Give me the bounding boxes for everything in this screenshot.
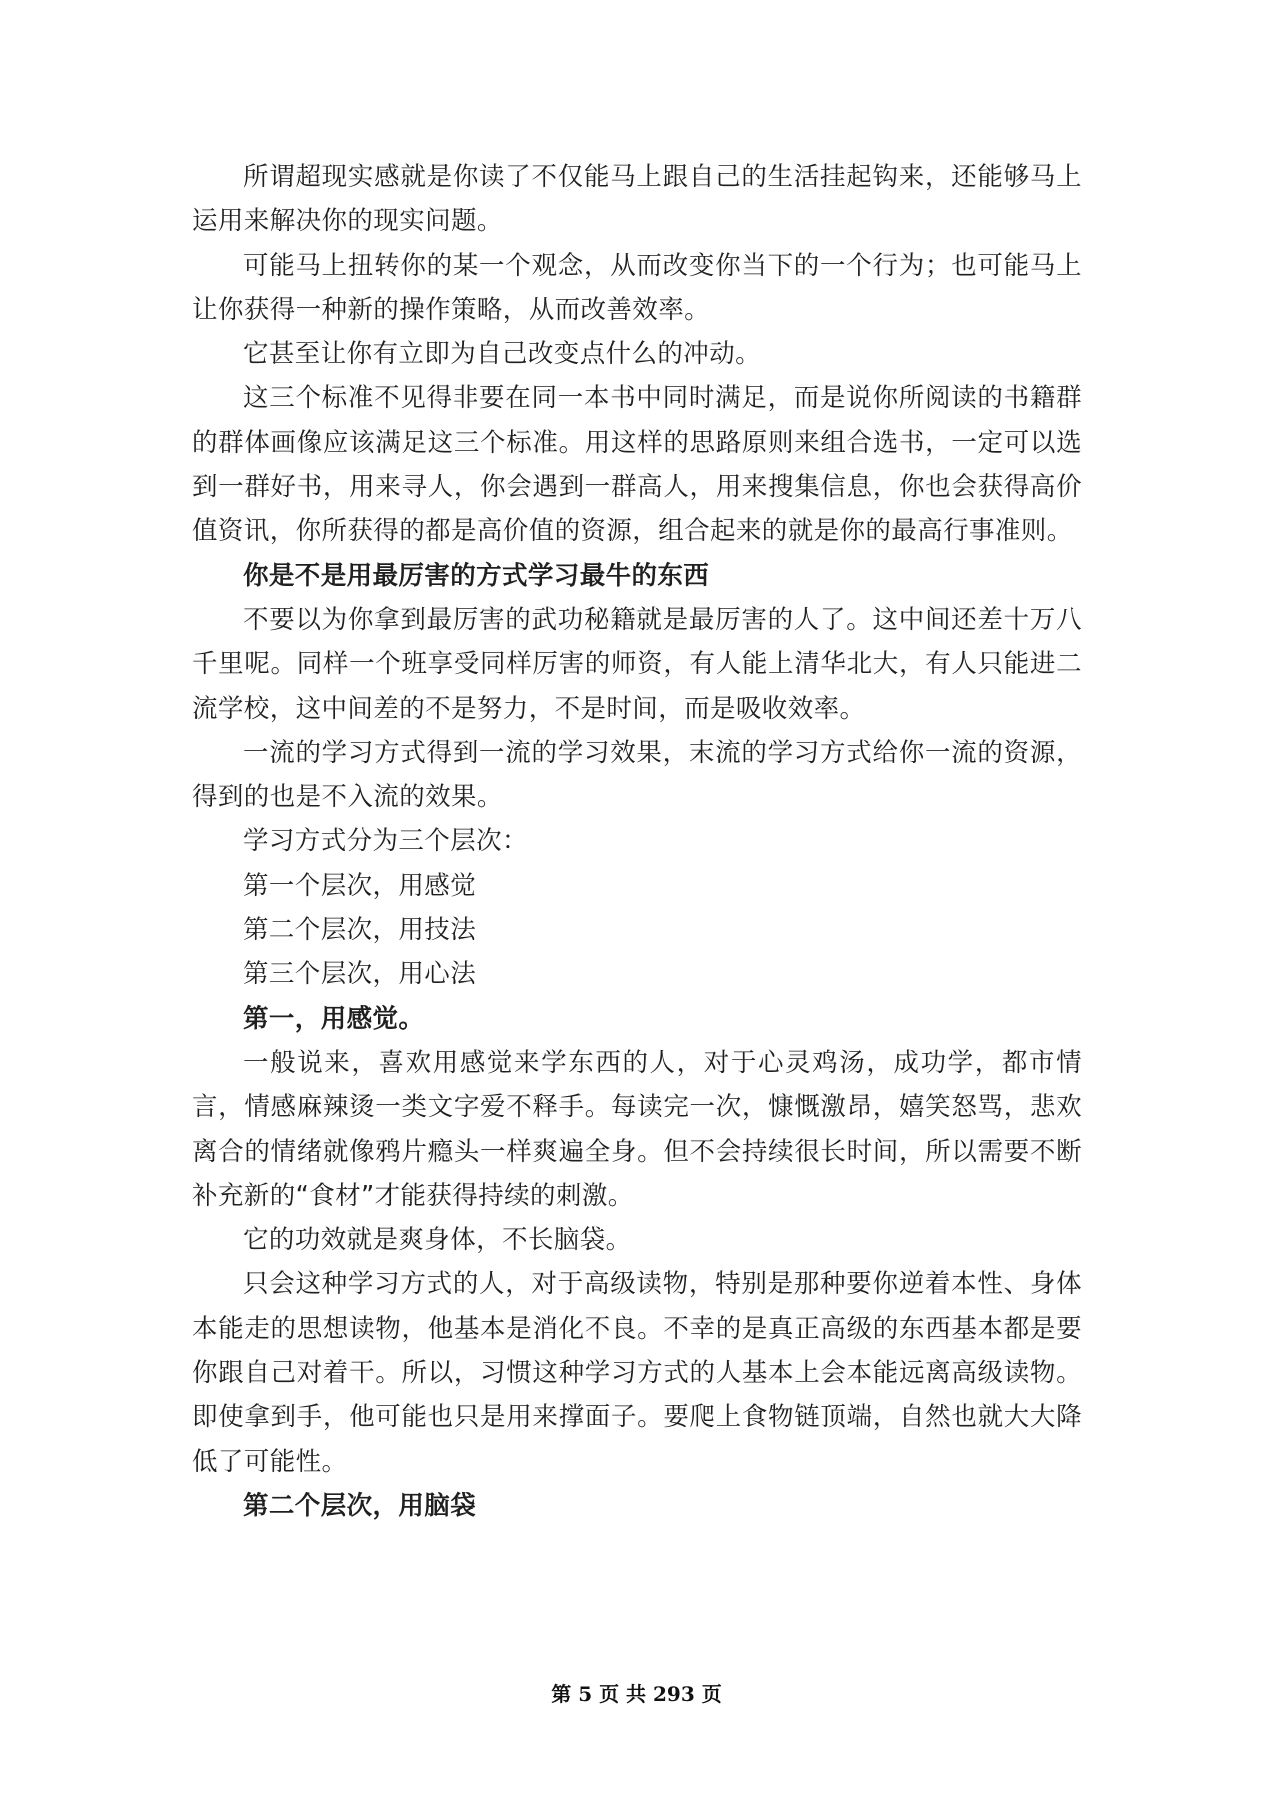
section-heading: 第二个层次，用脑袋: [243, 1490, 477, 1521]
list-item: 第二个层次，用技法: [243, 915, 477, 946]
list-item: 第三个层次，用心法: [243, 959, 477, 990]
list-item: 第一个层次，用感觉: [243, 870, 477, 901]
paragraph: 可能马上扭转你的某一个观念，从而改变你当下的一个行为；也可能马上让你获得一种新的操作策略，从而改善效率。: [192, 250, 1082, 325]
paragraph: 不要以为你拿到最厉害的武功秘籍就是最厉害的人了。这中间还差十万八千里呢。同样一个班享受同样厉害的师资，有人能上清华北大，有人只能进二流学校，这中间差的不是努力，不是时间，而是吸收效率。: [192, 604, 1082, 724]
page-number: 第 5 页 共 293 页: [551, 1682, 722, 1706]
section-heading: 你是不是用最厉害的方式学习最牛的东西: [243, 560, 710, 591]
paragraph: 只会这种学习方式的人，对于高级读物，特别是那种要你逆着本性、身体本能走的思想读物，他基本是消化不良。不幸的是真正高级的东西基本都是要你跟自己对着干。所以，习惯这种学习方式的人基本上会本能远离高级读物。即使拿到手，他可能也只是用来撑面子。要爬上食物链顶端，自然也就大大降低了可能性。: [192, 1269, 1082, 1477]
paragraph: 这三个标准不见得非要在同一本书中同时满足，而是说你所阅读的书籍群的群体画像应该满足这三个标准。用这样的思路原则来组合选书，一定可以选到一群好书，用来寻人，你会遇到一群高人，用来搜集信息，你也会获得高价值资讯，你所获得的都是高价值的资源，组合起来的就是你的最高行事准则。: [192, 383, 1082, 547]
paragraph: 它甚至让你有立即为自己改变点什么的冲动。: [243, 339, 762, 370]
page-body: [192, 155, 1082, 1528]
paragraph: 它的功效就是爽身体，不长脑袋。: [243, 1225, 632, 1256]
section-heading: 第一，用感觉。: [243, 1003, 425, 1034]
paragraph: 学习方式分为三个层次：: [243, 826, 528, 857]
paragraph: 一流的学习方式得到一流的学习效果，末流的学习方式给你一流的资源，得到的也是不入流的效果。: [192, 737, 1082, 813]
paragraph: 所谓超现实感就是你读了不仅能马上跟自己的生活挂起钩来，还能够马上运用来解决你的现实问题。: [192, 162, 1082, 237]
paragraph: 一般说来，喜欢用感觉来学东西的人，对于心灵鸡汤，成功学，都市情言，情感麻辣烫一类文字爱不释手。每读完一次，慷慨激昂，嬉笑怒骂，悲欢离合的情绪就像鸦片瘾头一样爽遍全身。但不会持续很长时间，所以需要不断补充新的“食材”才能获得持续的刺激。: [192, 1047, 1082, 1211]
